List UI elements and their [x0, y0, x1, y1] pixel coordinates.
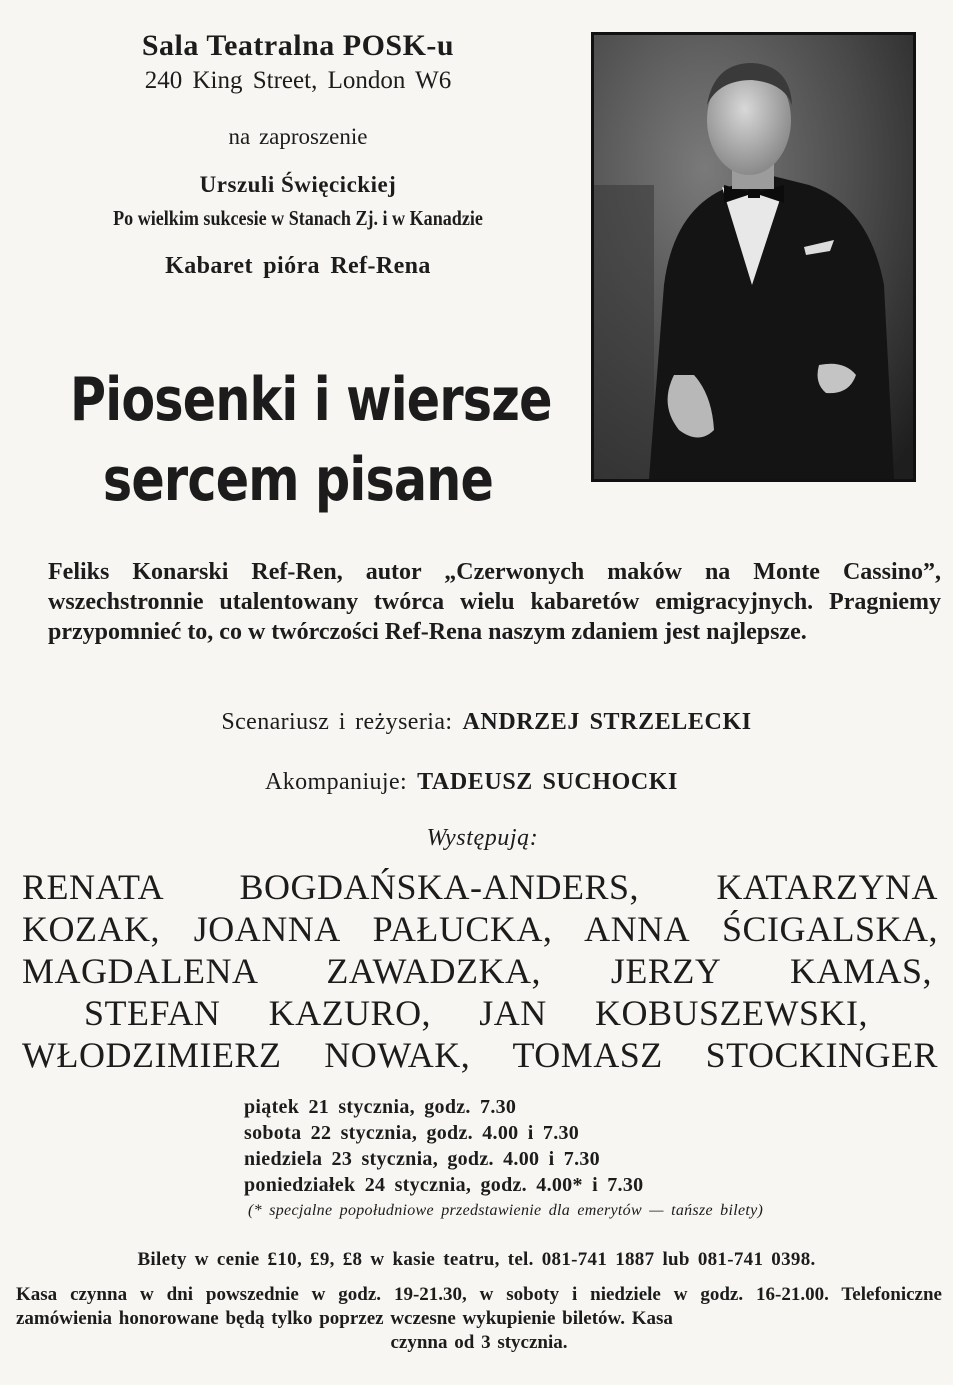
cast-line: STEFAN KAZURO, JAN KOBUSZEWSKI, — [84, 993, 868, 1033]
ticket-info: Bilety w cenie £10, £9, £8 w kasie teatru, tel. 081-741 1887 lub 081-741 0398. — [137, 1249, 816, 1270]
cabaret-line: Kabaret pióra Ref-Rena — [165, 253, 431, 279]
direction-credit — [0, 709, 953, 736]
cast-list — [22, 866, 938, 1076]
host-name: Urszuli Święcickiej — [199, 172, 397, 197]
show-description: Feliks Konarski Ref-Ren, autor „Czerwonych maków na Monte Cassino”, wszechstronnie utalentowany twórca wielu kabaretów emigracyjnych. Pragniemy przypomnieć to, co w twórczości Ref-Rena naszym zdaniem jest najlepsze. — [48, 559, 941, 645]
director-name: ANDRZEJ STRZELECKI — [462, 709, 752, 735]
schedule-block — [244, 1094, 924, 1224]
invitation-text: na zaproszenie — [228, 124, 368, 149]
schedule-date: niedziela 23 stycznia, godz. 4.00 i 7.30 — [244, 1148, 600, 1170]
show-title-line1: Piosenki i wiersze — [70, 365, 552, 435]
schedule-date: piątek 21 stycznia, godz. 7.30 — [244, 1096, 517, 1118]
cast-line: WŁODZIMIERZ NOWAK, TOMASZ STOCKINGER — [22, 1035, 938, 1075]
schedule-date: sobota 22 stycznia, godz. 4.00 i 7.30 — [244, 1122, 580, 1144]
show-title — [70, 360, 552, 520]
cast-heading: Występują: — [426, 825, 539, 851]
music-credit — [0, 769, 953, 796]
box-office-last-line: czynna od 3 stycznia. — [390, 1332, 568, 1353]
show-title-line2: sercem pisane — [102, 445, 494, 515]
portrait-photo-icon — [594, 35, 913, 479]
accompanist-name: TADEUSZ SUCHOCKI — [417, 769, 678, 795]
schedule-date: poniedziałek 24 stycznia, godz. 4.00* i 7.30 — [244, 1174, 644, 1196]
venue-address: 240 King Street, London W6 — [144, 67, 452, 94]
schedule-note: (* specjalne popołudniowe przedstawienie dla emerytów — tańsze bilety) — [248, 1202, 764, 1219]
header-block — [20, 28, 576, 280]
venue-name: Sala Teatralna POSK-u — [141, 29, 455, 62]
box-office-text: Kasa czynna w dni powszednie w godz. 19-21.30, w soboty i niedziele w godz. 16-21.00. Telefoniczne zamówienia honorowane będą tylko poprzez wczesne wykupienie biletów. Kasa — [16, 1284, 942, 1329]
cast-line: MAGDALENA ZAWADZKA, JERZY KAMAS, — [22, 951, 932, 991]
box-office-info — [16, 1283, 942, 1355]
direction-label: Scenariusz i reżyseria: — [221, 709, 453, 735]
music-label: Akompaniuje: — [265, 769, 408, 795]
cast-line: KOZAK, JOANNA PAŁUCKA, ANNA ŚCIGALSKA, — [22, 909, 938, 949]
success-line: Po wielkim sukcesie w Stanach Zj. i w Kanadzie — [113, 206, 483, 230]
cast-line: RENATA BOGDAŃSKA-ANDERS, KATARZYNA — [22, 867, 938, 907]
portrait-photo — [591, 32, 916, 482]
